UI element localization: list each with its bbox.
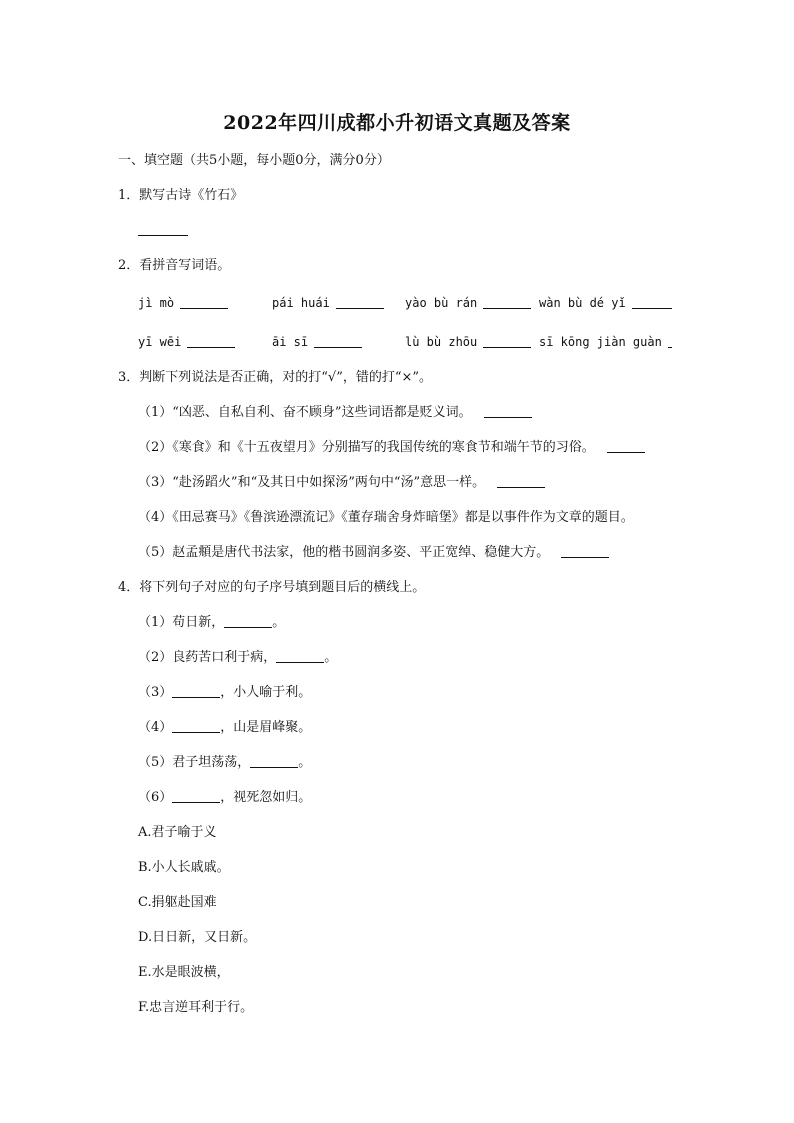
fill-item: （4） ，山是眉峰聚。 (138, 720, 312, 735)
answer-blank[interactable] (172, 696, 220, 698)
answer-blank[interactable] (607, 451, 645, 453)
page-title: 2022年四川成都小升初语文真题及答案 (223, 112, 571, 134)
option-a: A.君子喻于义 (138, 825, 217, 840)
pinyin-item: sī kōng jiàn guàn (539, 334, 672, 350)
answer-blank[interactable] (314, 346, 362, 348)
answer-blank[interactable] (497, 486, 545, 488)
pinyin-item: jì mò (138, 295, 228, 311)
pinyin-item: āi sī (272, 334, 362, 350)
answer-blank[interactable] (224, 626, 272, 628)
option-c: C.捐躯赴国难 (138, 895, 217, 910)
answer-blank[interactable] (172, 731, 220, 733)
pinyin-item: pái huái (272, 295, 384, 311)
pinyin-item: yī wēi (138, 334, 235, 350)
question-2-stem: 2．看拼音写词语。 (118, 258, 231, 273)
answer-blank[interactable] (483, 346, 531, 348)
judgement-item: （4）《田忌赛马》《鲁滨逊漂流记》《董存瑞舍身炸暗堡》都是以事件作为文章的题目。 (138, 510, 634, 525)
fill-item: （6） ，视死忽如归。 (138, 790, 312, 805)
answer-blank[interactable] (668, 346, 672, 348)
judgement-item: （5）赵孟頫是唐代书法家，他的楷书圆润多姿、平正宽绰、稳健大方。 (138, 544, 609, 562)
answer-blank[interactable] (632, 307, 672, 309)
fill-item: （1）苟日新， 。 (138, 615, 286, 630)
answer-blank[interactable] (180, 307, 228, 309)
judgement-item: （1）“凶恶、自私自利、奋不顾身”这些词语都是贬义词。 (138, 404, 532, 422)
option-d: D.日日新，又日新。 (138, 930, 257, 945)
option-b: B.小人长戚戚。 (138, 860, 230, 875)
option-f: F.忠言逆耳利于行。 (138, 1000, 254, 1015)
pinyin-item: lù bù zhōu (405, 334, 531, 350)
question-1-stem: 1．默写古诗《竹石》 (118, 188, 244, 203)
fill-item: （3） ，小人喻于利。 (138, 685, 312, 700)
answer-blank[interactable] (172, 801, 220, 803)
question-4-stem: 4．将下列句子对应的句子序号填到题目后的横线上。 (118, 580, 426, 595)
answer-blank[interactable] (483, 307, 531, 309)
judgement-item: （2）《寒食》和《十五夜望月》分别描写的我国传统的寒食节和端午节的习俗。 (138, 439, 645, 457)
answer-blank[interactable] (561, 556, 609, 558)
answer-blank[interactable] (187, 346, 235, 348)
judgement-item: （3）“赴汤蹈火”和“及其日中如探汤”两句中“汤”意思一样。 (138, 474, 545, 492)
answer-blank[interactable] (276, 661, 324, 663)
question-3-stem: 3．判断下列说法是否正确，对的打“√”，错的打“×”。 (118, 370, 433, 385)
question-1-answer-blank[interactable] (138, 222, 188, 240)
pinyin-item: yào bù rán (405, 295, 531, 311)
answer-blank[interactable] (336, 307, 384, 309)
fill-item: （2）良药苦口利于病， 。 (138, 650, 338, 665)
answer-blank[interactable] (484, 416, 532, 418)
option-e: E.水是眼波横， (138, 965, 230, 980)
answer-blank[interactable] (250, 766, 298, 768)
fill-item: （5）君子坦荡荡， 。 (138, 755, 312, 770)
pinyin-item: wàn bù dé yǐ (539, 295, 672, 311)
section-heading: 一、填空题（共5小题，每小题0分，满分0分） (118, 153, 390, 168)
